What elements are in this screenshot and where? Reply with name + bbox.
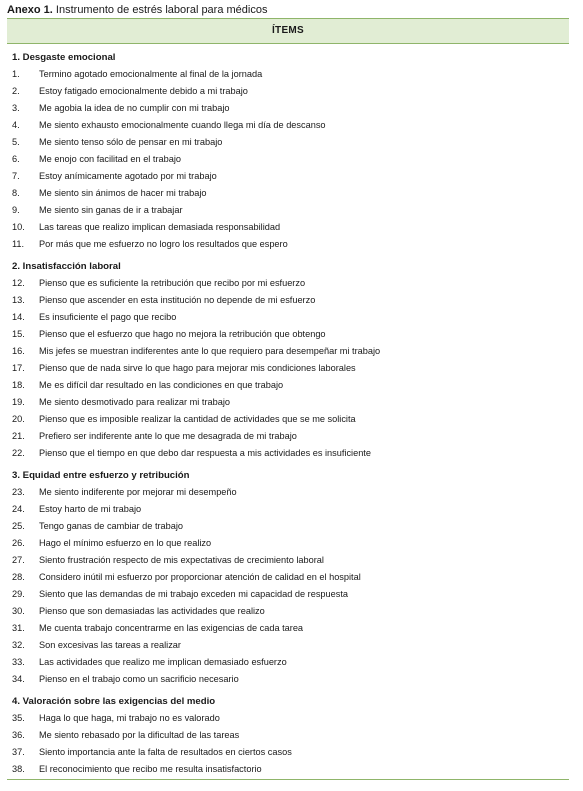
item-text: Pienso que es suficiente la retribución que recibo por mi esfuerzo <box>39 278 306 288</box>
item-number: 21. <box>12 431 25 441</box>
item-row <box>7 151 569 168</box>
item-text: Pienso que el esfuerzo que hago no mejora la retribución que obtengo <box>39 329 326 339</box>
section-title: 4. Valoración sobre las exigencias del medio <box>12 696 216 707</box>
item-text: Pienso que el tiempo en que debo dar respuesta a mis actividades es insuficiente <box>39 448 371 458</box>
item-number: 19. <box>12 397 25 407</box>
item-text: Me siento desmotivado para realizar mi trabajo <box>39 397 230 407</box>
item-row <box>7 117 569 134</box>
item-text: Pienso que es imposible realizar la cantidad de actividades que se me solicita <box>39 414 356 424</box>
item-number: 23. <box>12 487 25 497</box>
item-text: Me es difícil dar resultado en las condiciones en que trabajo <box>39 380 284 390</box>
item-row <box>7 761 569 778</box>
item-text: Siento que las demandas de mi trabajo exceden mi capacidad de respuesta <box>39 589 348 599</box>
item-row <box>7 586 569 603</box>
item-number: 5. <box>12 137 20 147</box>
item-number: 30. <box>12 606 25 616</box>
item-text: El reconocimiento que recibo me resulta insatisfactorio <box>39 764 262 774</box>
item-row <box>7 744 569 761</box>
item-row <box>7 326 569 343</box>
item-row <box>7 671 569 688</box>
item-number: 27. <box>12 555 25 565</box>
item-row <box>7 484 569 501</box>
item-row <box>7 411 569 428</box>
item-number: 7. <box>12 171 20 181</box>
item-number: 24. <box>12 504 25 514</box>
item-text: Me siento exhausto emocionalmente cuando llega mi día de descanso <box>39 120 326 130</box>
item-number: 9. <box>12 205 20 215</box>
item-row <box>7 518 569 535</box>
item-number: 35. <box>12 713 25 723</box>
item-number: 22. <box>12 448 25 458</box>
item-row <box>7 219 569 236</box>
item-number: 4. <box>12 120 20 130</box>
item-text: Tengo ganas de cambiar de trabajo <box>39 521 184 531</box>
item-number: 10. <box>12 222 25 232</box>
item-row <box>7 309 569 326</box>
item-text: Me agobia la idea de no cumplir con mi trabajo <box>39 103 230 113</box>
item-row <box>7 360 569 377</box>
item-row <box>7 202 569 219</box>
item-number: 3. <box>12 103 20 113</box>
item-number: 38. <box>12 764 25 774</box>
item-row <box>7 66 569 83</box>
item-row <box>7 603 569 620</box>
item-text: Estoy harto de mi trabajo <box>39 504 142 514</box>
item-text: Hago el mínimo esfuerzo en lo que realizo <box>39 538 212 548</box>
items-table <box>7 18 569 780</box>
item-number: 32. <box>12 640 25 650</box>
item-text: Me siento tenso sólo de pensar en mi trabajo <box>39 137 223 147</box>
item-text: Son excesivas las tareas a realizar <box>39 640 181 650</box>
item-row <box>7 620 569 637</box>
item-row <box>7 445 569 462</box>
item-number: 34. <box>12 674 25 684</box>
item-number: 1. <box>12 69 20 79</box>
item-text: Es insuficiente el pago que recibo <box>39 312 177 322</box>
item-text: Mis jefes se muestran indiferentes ante lo que requiero para desempeñar mi trabajo <box>39 346 381 356</box>
item-row <box>7 185 569 202</box>
item-row <box>7 710 569 727</box>
item-number: 8. <box>12 188 20 198</box>
item-text: Me siento rebasado por la dificultad de las tareas <box>39 730 240 740</box>
item-number: 36. <box>12 730 25 740</box>
item-text: Pienso que ascender en esta institución no depende de mi esfuerzo <box>39 295 316 305</box>
table-caption <box>7 3 267 17</box>
table-body <box>7 49 569 778</box>
item-number: 26. <box>12 538 25 548</box>
item-number: 37. <box>12 747 25 757</box>
item-text: Estoy fatigado emocionalmente debido a mi trabajo <box>39 86 248 96</box>
item-text: Siento importancia ante la falta de resultados en ciertos casos <box>39 747 292 757</box>
caption-label: Anexo 1. <box>7 4 53 16</box>
item-text: Haga lo que haga, mi trabajo no es valorado <box>39 713 220 723</box>
item-text: Siento frustración respecto de mis expectativas de crecimiento laboral <box>39 555 324 565</box>
table-header: ÍTEMS <box>7 18 569 44</box>
item-text: Me siento sin ganas de ir a trabajar <box>39 205 183 215</box>
item-number: 31. <box>12 623 25 633</box>
item-row <box>7 569 569 586</box>
item-row <box>7 501 569 518</box>
item-text: Por más que me esfuerzo no logro los resultados que espero <box>39 239 288 249</box>
item-row <box>7 428 569 445</box>
item-row <box>7 535 569 552</box>
item-number: 6. <box>12 154 20 164</box>
item-number: 17. <box>12 363 25 373</box>
item-number: 33. <box>12 657 25 667</box>
item-text: Pienso en el trabajo como un sacrificio necesario <box>39 674 239 684</box>
item-text: Pienso que de nada sirve lo que hago para mejorar mis condiciones laborales <box>39 363 356 373</box>
item-number: 29. <box>12 589 25 599</box>
item-text: Considero inútil mi esfuerzo por proporcionar atención de calidad en el hospital <box>39 572 361 582</box>
item-number: 2. <box>12 86 20 96</box>
item-row <box>7 292 569 309</box>
item-row <box>7 727 569 744</box>
item-text: Las tareas que realizo implican demasiada responsabilidad <box>39 222 281 232</box>
item-row <box>7 394 569 411</box>
item-row <box>7 343 569 360</box>
item-number: 12. <box>12 278 25 288</box>
item-row <box>7 236 569 253</box>
item-text: Estoy anímicamente agotado por mi trabajo <box>39 171 217 181</box>
section-title: 1. Desgaste emocional <box>12 52 116 63</box>
item-number: 16. <box>12 346 25 356</box>
item-number: 15. <box>12 329 25 339</box>
item-row <box>7 377 569 394</box>
item-row <box>7 134 569 151</box>
item-text: Me siento indiferente por mejorar mi desempeño <box>39 487 237 497</box>
item-text: Pienso que son demasiadas las actividades que realizo <box>39 606 265 616</box>
item-row <box>7 637 569 654</box>
item-text: Termino agotado emocionalmente al final de la jornada <box>39 69 263 79</box>
item-number: 25. <box>12 521 25 531</box>
section-title: 3. Equidad entre esfuerzo y retribución <box>12 470 190 481</box>
item-row <box>7 654 569 671</box>
item-row <box>7 552 569 569</box>
item-text: Me siento sin ánimos de hacer mi trabajo <box>39 188 207 198</box>
item-row <box>7 100 569 117</box>
item-row <box>7 83 569 100</box>
item-text: Las actividades que realizo me implican demasiado esfuerzo <box>39 657 287 667</box>
item-number: 11. <box>12 239 25 249</box>
section-title: 2. Insatisfacción laboral <box>12 261 121 272</box>
item-number: 13. <box>12 295 25 305</box>
item-number: 28. <box>12 572 25 582</box>
item-text: Prefiero ser indiferente ante lo que me desagrada de mi trabajo <box>39 431 297 441</box>
item-text: Me enojo con facilitad en el trabajo <box>39 154 181 164</box>
caption-text: Instrumento de estrés laboral para médicos <box>55 4 268 16</box>
item-number: 14. <box>12 312 25 322</box>
table-bottom-rule <box>7 779 569 780</box>
item-row <box>7 275 569 292</box>
item-number: 20. <box>12 414 25 424</box>
item-row <box>7 168 569 185</box>
item-number: 18. <box>12 380 25 390</box>
item-text: Me cuenta trabajo concentrarme en las exigencias de cada tarea <box>39 623 304 633</box>
